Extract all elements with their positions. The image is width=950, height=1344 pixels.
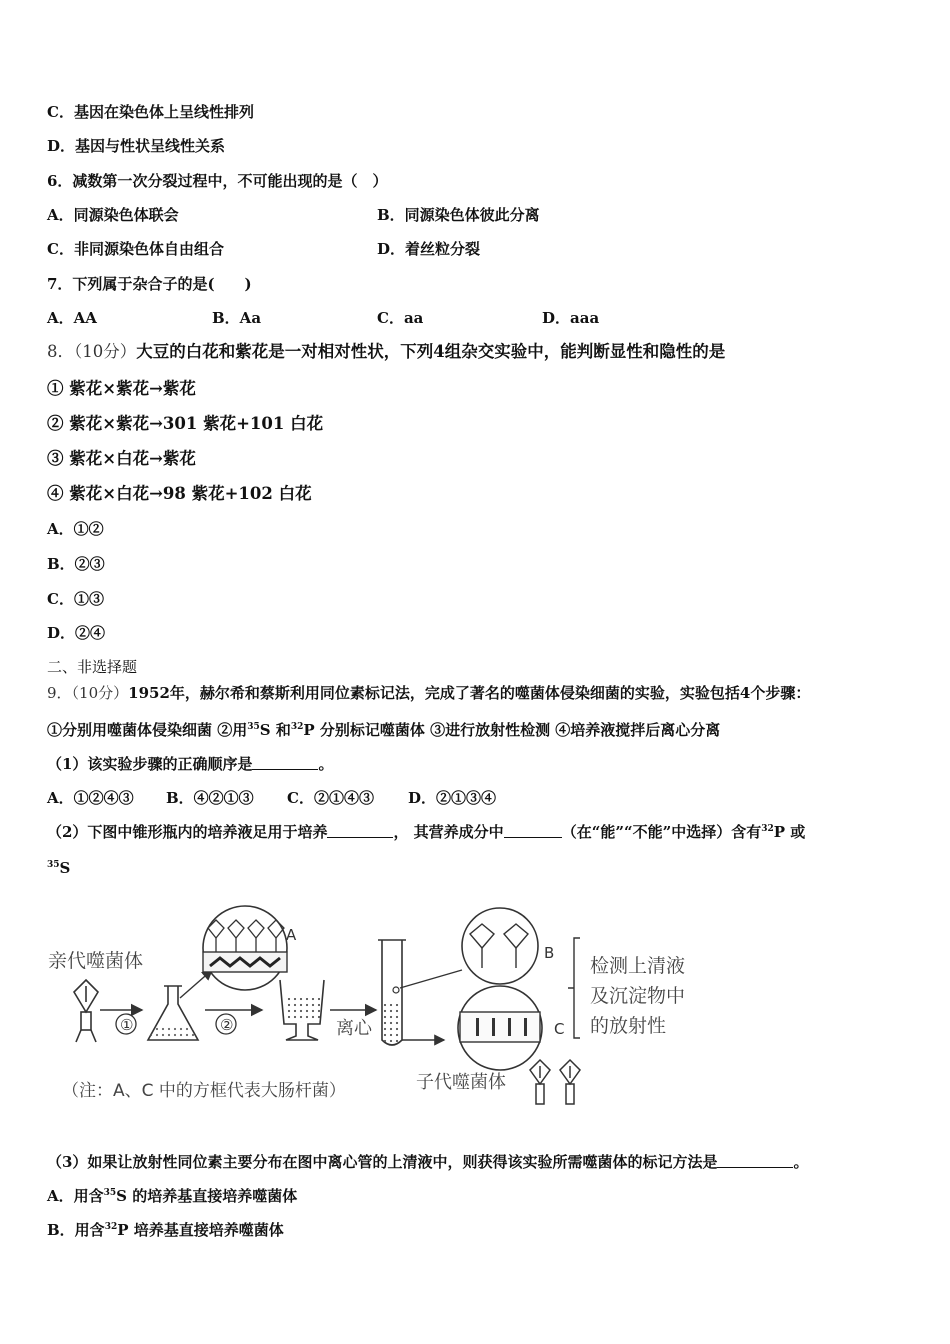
bracket (568, 938, 580, 1038)
figure-note: （注：A、C 中的方框代表大肠杆菌） (62, 1081, 346, 1101)
q8-stem-text: 大豆的白花和紫花是一对相对性状，下列4组杂交实验中，能判断显性和隐性的是 (136, 342, 726, 361)
q9-stem (47, 683, 810, 703)
circle-c-detail (458, 986, 542, 1070)
q9-steps (47, 720, 720, 740)
q7-option-b: B．Aa (212, 309, 262, 327)
q9-sub3-option-b (47, 1220, 284, 1240)
q8-stem (47, 342, 725, 362)
pointer-to-b (400, 970, 462, 988)
detect-line-3: 的放射性 (590, 1015, 667, 1037)
q9-sub1-label: （1）该实验步骤的正确顺序是 (47, 755, 253, 773)
q8-option-a: A．①② (47, 520, 104, 538)
q9-sub3-b-pre: B．用含 (47, 1221, 105, 1239)
q7-option-d: D．aaa (542, 309, 600, 327)
q8-number: 8．（10分） (47, 342, 137, 361)
step-1-label: ① (120, 1016, 134, 1034)
q8-option-d: D．②④ (47, 624, 106, 642)
q7-option-a: A．AA (47, 309, 97, 327)
q7-stem: 7．下列属于杂合子的是( ) (47, 275, 252, 293)
q8-option-b: B．②③ (47, 555, 105, 573)
q9-steps-part2: S 和 (259, 721, 291, 739)
centrifuge-label: 离心 (336, 1018, 372, 1039)
q6-option-c: C．非同源染色体自由组合 (47, 240, 224, 258)
q9-sub2-sup32: 32 (761, 824, 774, 834)
q9-sub2-part-b: ， 其营养成分中 (393, 823, 504, 841)
q8-cross-3: ③ 紫花×白花→紫花 (47, 449, 196, 468)
q9-stem-text: 1952年，赫尔希和蔡斯利用同位素标记法，完成了著名的噬菌体侵染细菌的实验，实验包括4个步骤： (128, 684, 811, 702)
q7-option-c: C．aa (377, 309, 424, 327)
section-title: 二、非选择题 (47, 658, 138, 676)
experiment-diagram (40, 900, 720, 1120)
q6-option-a: A．同源染色体联会 (47, 206, 179, 224)
q9-sub1-option-a: A．①②④③ (47, 789, 134, 807)
q9-sub2 (47, 822, 805, 842)
q8-option-c: C．①③ (47, 590, 104, 608)
arrow-to-a (180, 970, 212, 998)
circle-b-detail (462, 908, 538, 984)
q9-sub2-cont (47, 858, 70, 878)
answer-blank-3[interactable] (504, 823, 562, 838)
q9-sub3-label: （3）如果让放射性同位素主要分布在图中离心管的上清液中，则获得该实验所需噬菌体的标记方法是 (47, 1153, 718, 1171)
q8-cross-1: ① 紫花×紫花→紫花 (47, 379, 196, 398)
q9-sub2-part-a: （2）下图中锥形瓶内的培养液足用于培养 (47, 823, 328, 841)
q8-cross-4: ④ 紫花×白花→98 紫花+102 白花 (47, 484, 312, 503)
detect-line-2: 及沉淀物中 (590, 985, 686, 1007)
q9-steps-part3: P 分别标记噬菌体 ③进行放射性检测 ④培养液搅拌后离心分离 (303, 721, 721, 739)
conical-flask-icon (148, 986, 198, 1040)
q9-sub3-a-sup: 35 (103, 1188, 117, 1198)
q9-sub1-option-b: B．④②①③ (166, 789, 254, 807)
offspring-phage-icon (530, 1060, 580, 1104)
q9-steps-sup32: 32 (290, 722, 304, 732)
q6-option-b: B．同源染色体彼此分离 (377, 206, 540, 224)
detect-line-1: 检测上清液 (590, 955, 686, 977)
option-c-prev: C．基因在染色体上呈线性排列 (47, 103, 254, 121)
q6-stem: 6．减数第一次分裂过程中，不可能出现的是（ ） (47, 172, 388, 190)
q9-sub3 (47, 1152, 808, 1172)
q9-sub1-end: 。 (318, 755, 334, 773)
label-a: A (286, 926, 297, 944)
q9-sub1-option-d: D．②①③④ (408, 789, 497, 807)
q9-sub2-sup35: 35 (47, 860, 60, 870)
q8-cross-2: ② 紫花×紫花→301 紫花+101 白花 (47, 414, 324, 433)
q9-sub1 (47, 754, 333, 774)
step-2-label: ② (220, 1016, 234, 1034)
answer-blank-2[interactable] (327, 823, 393, 838)
q9-sub3-option-a (47, 1186, 297, 1206)
parent-phage-icon (74, 980, 98, 1042)
offspring-phage-label: 子代噬菌体 (416, 1072, 506, 1093)
q9-steps-sup35: 35 (247, 722, 260, 732)
answer-blank-1[interactable] (252, 755, 318, 770)
q9-sub3-b-post: P 培养基直接培养噬菌体 (117, 1221, 284, 1239)
q9-steps-part1: ①分别用噬菌体侵染细菌 ②用 (47, 721, 248, 739)
q9-number: 9．（10分） (47, 684, 129, 702)
centrifuge-tube-icon (378, 940, 406, 1045)
q9-sub2-part-c: （在“能”“不能”中选择）含有 (561, 823, 762, 841)
q9-sub2-part-e: S (59, 859, 71, 877)
beaker-icon (280, 980, 324, 1040)
parent-phage-label: 亲代噬菌体 (48, 950, 144, 972)
q9-sub3-a-pre: A．用含 (47, 1187, 104, 1205)
q9-sub3-a-post: S 的培养基直接培养噬菌体 (116, 1187, 298, 1205)
circle-a-detail (203, 906, 287, 990)
option-d-prev: D．基因与性状呈线性关系 (47, 137, 226, 155)
q9-sub1-option-c: C．②①④③ (287, 789, 374, 807)
label-c: C (554, 1020, 565, 1038)
q9-sub3-b-sup: 32 (104, 1222, 118, 1232)
q6-option-d: D．着丝粒分裂 (377, 240, 481, 258)
label-b: B (544, 944, 555, 962)
answer-blank-4[interactable] (717, 1153, 793, 1168)
q9-sub3-end: 。 (793, 1153, 809, 1171)
q9-sub2-part-d: P 或 (773, 823, 806, 841)
